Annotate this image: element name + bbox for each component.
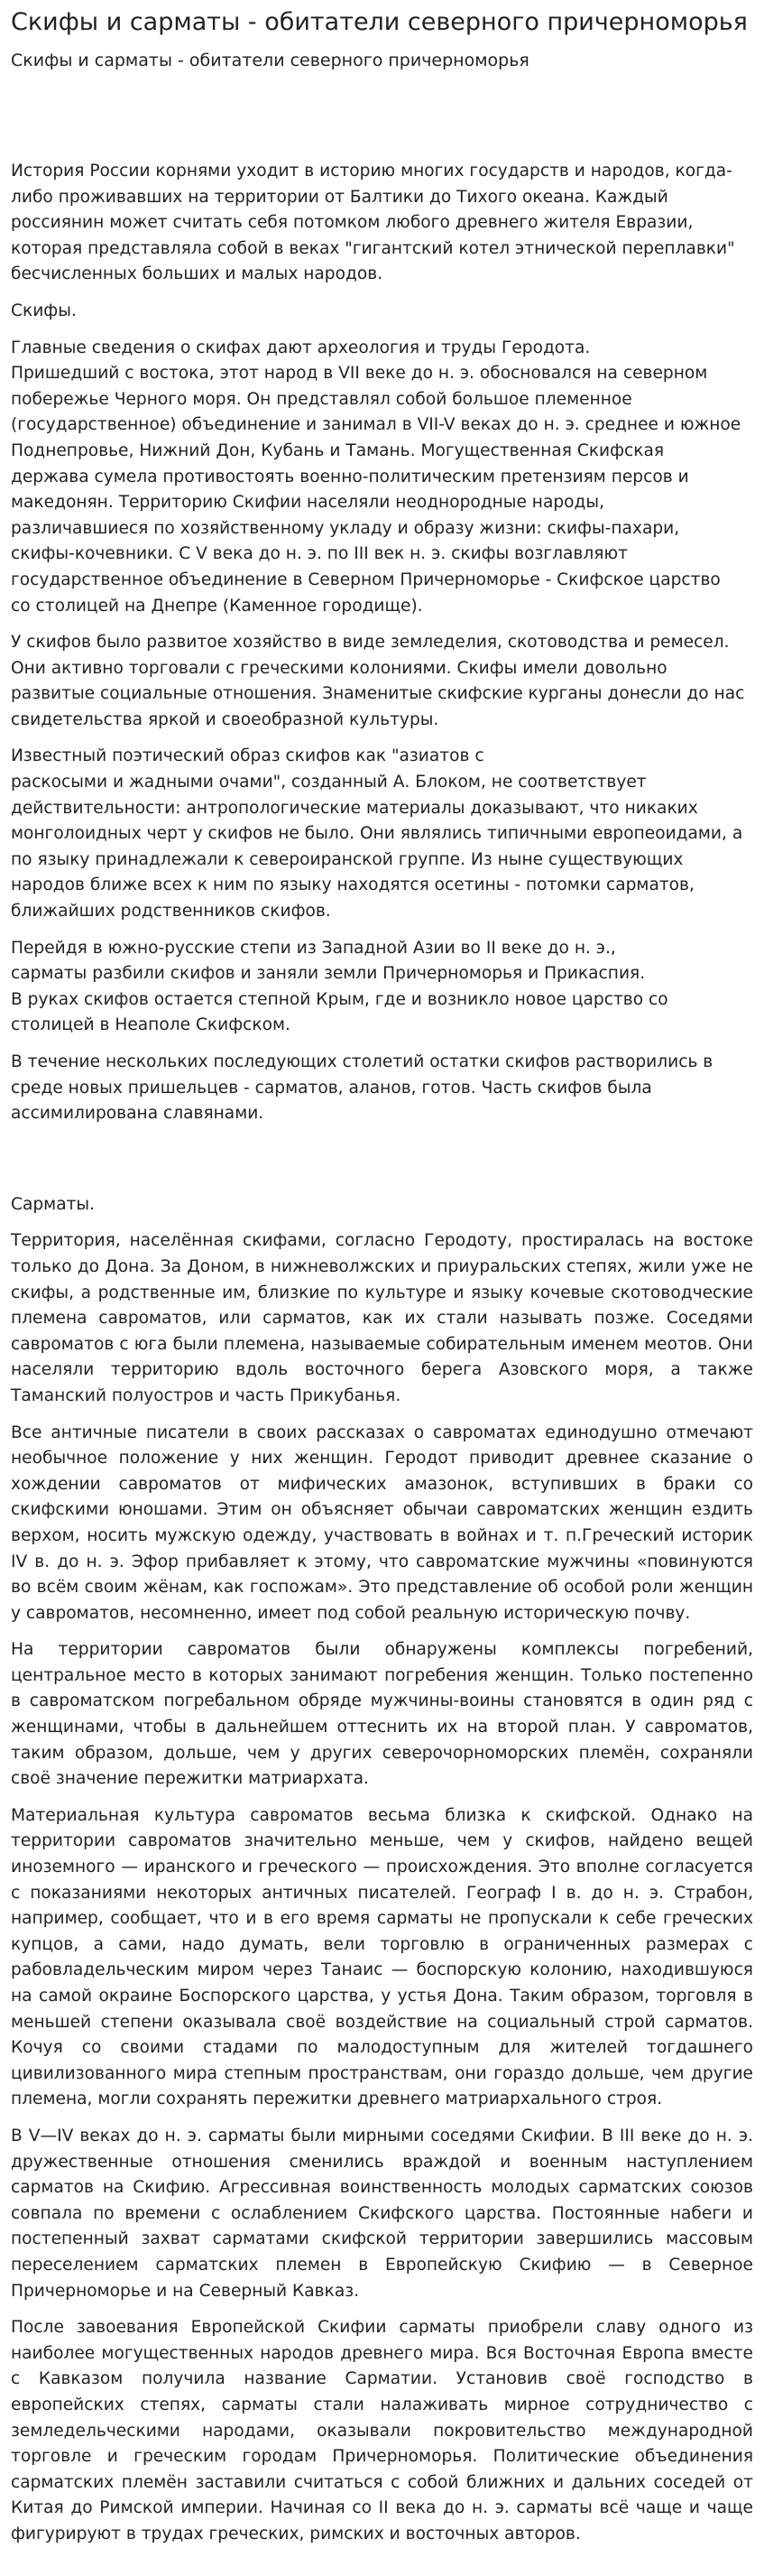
section-heading-sarmatians: Сарматы. (11, 1194, 96, 1214)
sarmatians-paragraph: После завоевания Европейской Скифии сарматы приобрели славу одного из наиболее могущественных народов древнего мира. Вся Восточная Европа вместе с Кавказом получила название Сарматии. Установив своё господство в европейских степях, сарматы стали налаживать мирное сотрудничество с земледельческими народами, оказывали покровительство международной торговле и греческим городам Причерноморья. Политические объединения сарматских племён заставили считаться с собой ближних и дальних соседей от Китая до Римской империи. Начиная со II века до н. э. сарматы всё чаще и чаще фигурируют в трудах греческих, римских и восточных авторов. (11, 2318, 753, 2544)
page-title: Скифы и сарматы - обитатели северного причерноморья (11, 8, 748, 36)
text-line: Поднепровье, Нижний Дон, Кубань и Тамань. Могущественная Скифская (11, 440, 665, 460)
text-line: со столицей на Днепре (Каменное городище). (11, 596, 423, 616)
text-line: россиянин может считать себя потомком любого древнего жителя Евразии, (11, 213, 694, 233)
text-line: Главные сведения о скифах дают археология и труды Геродота. (11, 338, 591, 357)
skythians-paragraph (11, 1050, 753, 1127)
text-line: действительности: антропологические материалы доказывают, что никаких (11, 798, 698, 818)
skythians-paragraph (11, 744, 753, 924)
text-line: В течение нескольких последующих столетий остатки скифов растворились в (11, 1052, 713, 1071)
spacer (11, 1138, 753, 1192)
text-line: народов ближе всех к ним по языку находятся осетины - потомки сарматов, (11, 876, 695, 895)
text-line: побережье Черного моря. Он представлял собой большое племенное (11, 389, 632, 409)
text-line: В руках скифов остается степной Крым, где и возникло новое царство со (11, 989, 668, 1009)
text-line: раскосыми и жадными очами", созданный А. Блоком, не соответствует (11, 773, 647, 792)
skythians-paragraph (11, 630, 753, 733)
text-line: Они активно торговали с греческими колониями. Скифы имели довольно (11, 658, 667, 678)
text-line: бесчисленных больших и малых народов. (11, 264, 383, 284)
text-line: по языку принадлежали к североиранской группе. Из ныне существующих (11, 849, 684, 869)
sarmatians-paragraph: Все античные писатели в своих рассказах о савроматах единодушно отмечают необычное положение у них женщин. Геродот приводит древнее сказание о хождении савроматов от мифических амазонок, вступивших в браки со скифскими юношами. Этим он объясняет обычаи савроматских женщин ездить верхом, носить мужскую одежду, участвовать в войнах и т. п.Греческий историк IV в. до н. э. Эфор прибавляет к этому, что савроматские мужчины «повинуются во всём своим жёнам, как госпожам». Это представление об особой роли женщин у савроматов, несомненно, имеет под собой реальную историческую почву. (11, 1422, 753, 1623)
text-line: государственное объединение в Северном Причерноморье - Скифское царство (11, 570, 721, 589)
skythians-paragraph (11, 936, 753, 1039)
text-line: (государственное) объединение и занимал в VII-V веках до н. э. среднее и южное (11, 415, 741, 435)
text-line: скифы-кочевники. С V века до н. э. по III век н. э. скифы возглавляют (11, 544, 628, 564)
page-subtitle: Скифы и сарматы - обитатели северного причерноморья (11, 51, 529, 70)
text-line: свидетельства яркой и своеобразной культуры. (11, 709, 439, 729)
text-line: монголоидных черт у скифов не было. Они являлись типичными европеоидами, а (11, 824, 743, 844)
skythians-paragraph (11, 336, 753, 620)
text-line: Пришедший с востока, этот народ в VII веке до н. э. обосновался на северном (11, 364, 708, 384)
section-heading-skythians: Скифы. (11, 301, 77, 320)
intro-paragraph (11, 159, 753, 288)
text-line: ассимилирована славянами. (11, 1104, 264, 1124)
text-line: либо проживавших на территории от Балтики до Тихого океана. Каждый (11, 187, 668, 207)
text-line: столицей в Неаполе Скифском. (11, 1015, 290, 1035)
sarmatians-paragraph: На территории савроматов были обнаружены комплексы погребений, центральное место в которых занимают погребения женщин. Только постепенно в савроматском погребальном обряде мужчины-воины становятся в один ряд с женщинами, чтобы в дальнейшем оттеснить их на второй план. У савроматов, таким образом, дольше, чем у других северочорноморских племён, сохраняли своё значение пережитки матриархата. (11, 1640, 753, 1789)
text-line: У скифов было развитое хозяйство в виде земледелия, скотоводства и ремесел. (11, 633, 730, 653)
text-line: держава сумела противостоять военно-политическим претензиям персов и (11, 467, 689, 486)
text-line: сарматы разбили скифов и заняли земли Причерноморья и Прикаспия. (11, 964, 646, 984)
spacer (11, 81, 753, 159)
text-line: македонян. Территорию Скифии населяли неоднородные народы, (11, 493, 604, 513)
text-line: Перейдя в южно-русские степи из Западной Азии во II веке до н. э., (11, 938, 616, 958)
text-line: ближайших родственников скифов. (11, 902, 331, 922)
text-line: История России корнями уходит в историю многих государств и народов, когда- (11, 162, 732, 181)
text-line: различавшиеся по хозяйственному укладу и образу жизни: скифы-пахари, (11, 518, 680, 538)
text-line: развитые социальные отношения. Знаменитые скифские курганы донесли до нас (11, 684, 745, 704)
sarmatians-paragraph: В V—IV веках до н. э. сарматы были мирными соседями Скифии. В III веке до н. э. дружественные отношения сменились враждой и военным наступлением сарматов на Скифию. Агрессивная воинственность молодых сарматских союзов совпала по времени с ослаблением Скифского царства. Постоянные набеги и постепенный захват сарматами скифской территории завершились массовым переселением сарматских племен в Европейскую Скифию — в Северное Причерноморье и на Северный Кавказ. (11, 2126, 753, 2301)
text-line: среде новых пришельцев - сарматов, аланов, готов. Часть скифов была (11, 1078, 652, 1098)
sarmatians-paragraph: Материальная культура савроматов весьма близка к скифской. Однако на территории савроматов значительно меньше, чем у скифов, найдено вещей иноземного — иранского и греческого — происхождения. Это вполне согласуется с показаниями некоторых античных писателей. Географ I в. до н. э. Страбон, например, сообщает, что и в его время сарматы не пропускали к себе греческих купцов, а сами, надо думать, вели торговлю в ограниченных размерах с рабовладельческим миром через Танаис — боспорскую колонию, находившуюся на самой окраине Боспорского царства, у устья Дона. Таким образом, торговля в меньшей степени оказывала своё воздействие на социальный строй сарматов. Кочуя со своими стадами по малодоступным для жителей тогдашнего цивилизованного мира степным пространствам, они гораздо дольше, чем другие племена, могли сохранять пережитки древнего матриархального строя. (11, 1805, 753, 2109)
sarmatians-paragraph: Территория, населённая скифами, согласно Геродоту, простиралась на востоке только до Дона. За Доном, в нижневолжских и приуральских степях, жили уже не скифы, а родственные им, близкие по культуре и языку кочевые скотоводческие племена савроматов, или сарматов, как их стали называть позже. Соседями савроматов с юга были племена, называемые собирательным именем меотов. Они населяли территорию вдоль восточного берега Азовского моря, а также Таманский полуостров и часть Прикубанья. (11, 1231, 753, 1405)
text-line: Известный поэтический образ скифов как "азиатов с (11, 746, 484, 766)
text-line: которая представляла собой в веках "гигантский котел этнической переплавки" (11, 238, 735, 258)
